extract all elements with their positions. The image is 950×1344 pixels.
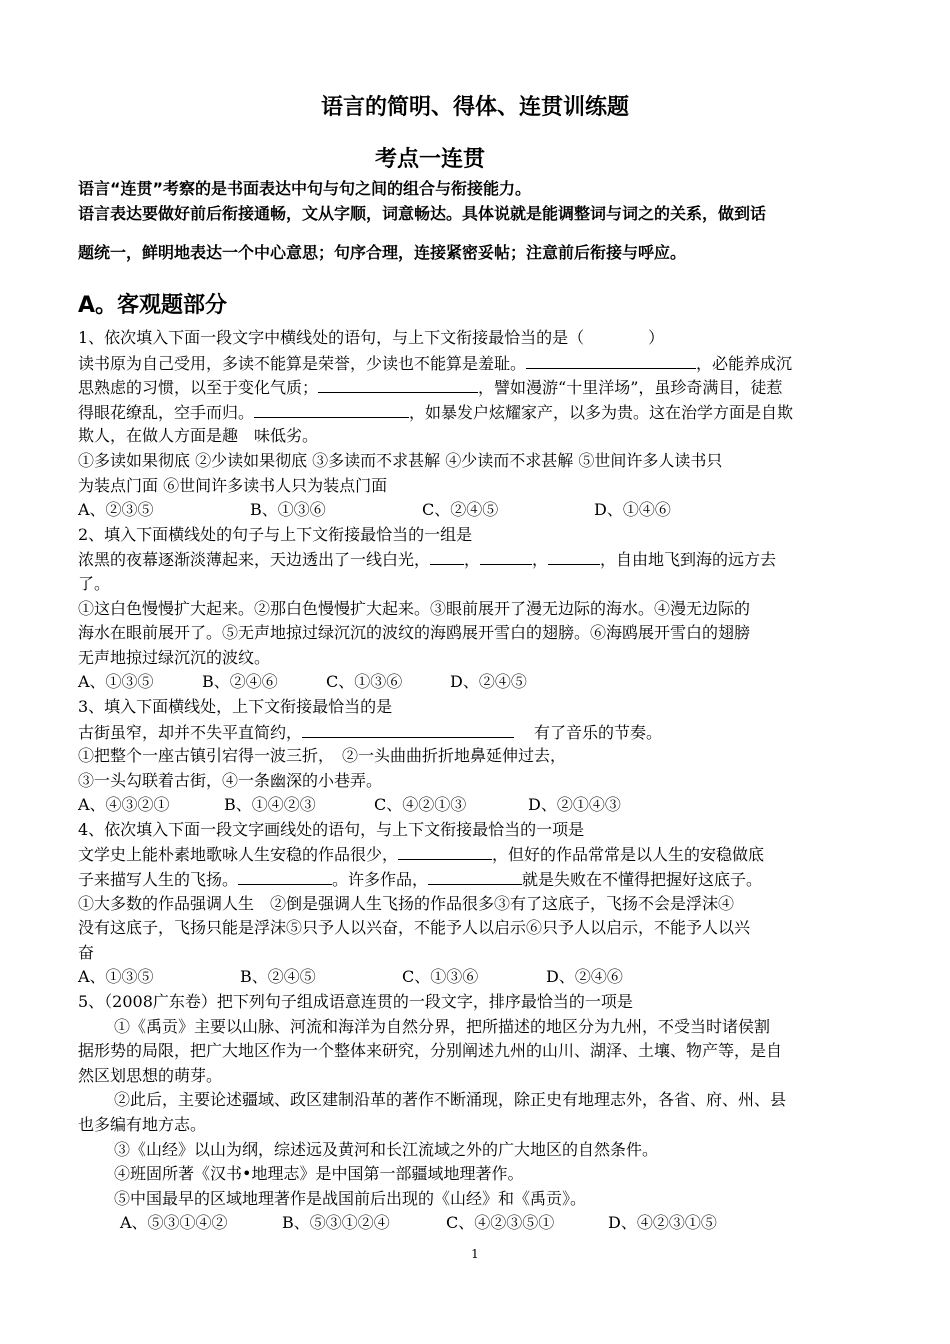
q2-blank-3 xyxy=(548,547,600,565)
q5-sentence-5: ⑤中国最早的区域地理著作是战国前后出现的《山经》和《禹贡》。 xyxy=(114,1188,587,1208)
q1-choices-line-2: 为装点门面 ⑥世间许多读书人只为装点门面 xyxy=(78,475,388,495)
q2-choices-line-2: 海水在眼前展开了。⑤无声地掠过绿沉沉的波纹的海鸥展开雪白的翅膀。⑥海鸥展开雪白的翅膀 xyxy=(78,623,751,643)
q1-choices-line-1: ①多读如果彻底 ②少读如果彻底 ③多读而不求甚解 ④少读而不求甚解 ⑤世间许多人读书只 xyxy=(78,450,723,470)
q1-blank-1 xyxy=(526,351,696,369)
q2-passage-line-2: 了。 xyxy=(78,573,111,593)
q2-choices-line-1: ①这白色慢慢扩大起来。②那白色慢慢扩大起来。③眼前展开了漫无边际的海水。④漫无边际的 xyxy=(78,598,751,618)
q1-option-a: A、②③⑤ xyxy=(78,500,154,520)
q2-option-b: B、②④⑥ xyxy=(202,672,278,692)
q1-stem: 1、依次填入下面一段文字中横线处的语句，与上下文衔接最恰当的是（ ） xyxy=(78,328,665,347)
section-heading: A。客观题部分 xyxy=(78,293,228,318)
q4-option-d: D、②④⑥ xyxy=(546,967,623,987)
q2-choices-line-3: 无声地掠过绿沉沉的波纹。 xyxy=(78,647,271,667)
q4-options xyxy=(78,965,878,990)
q2-passage-line-1: 浓黑的夜幕逐渐淡薄起来，天边透出了一线白光， ， ， ，自由地飞到海的远方去 xyxy=(78,547,878,572)
q3-stem: 3、填入下面横线处，上下文衔接最恰当的是 xyxy=(78,696,393,716)
q5-sentence-3: ③《山经》以山为纲，综述远及黄河和长江流域之外的广大地区的自然条件。 xyxy=(114,1139,659,1159)
q5-stem: 5、（2008广东卷）把下列句子组成语意连贯的一段文字，排序最恰当的一项是 xyxy=(78,992,633,1012)
q2-option-d: D、②④⑤ xyxy=(450,672,527,692)
q1-option-d: D、①④⑥ xyxy=(594,500,671,520)
q5-option-a: A、⑤③①④② xyxy=(120,1213,228,1233)
q3-option-d: D、②①④③ xyxy=(528,795,621,815)
q4-passage-line-1: 文学史上能朴素地歌咏人生安稳的作品很少， ，但好的作品常常是以人生的安稳做底 xyxy=(78,842,878,867)
q2-stem: 2、填入下面横线处的句子与上下文衔接最恰当的一组是 xyxy=(78,524,473,544)
page-number: 1 xyxy=(471,1247,479,1261)
q4-stem: 4、依次填入下面一段文字画线处的语句，与上下文衔接最恰当的一项是 xyxy=(78,819,585,839)
q1-blank-3 xyxy=(254,400,409,418)
q5-sentence-2-line-1: ②此后，主要论述疆域、政区建制沿革的著作不断涌现，除正史有地理志外，各省、府、州、县 xyxy=(114,1090,787,1110)
q5-option-d: D、④②③①⑤ xyxy=(608,1213,717,1233)
q5-option-b: B、⑤③①②④ xyxy=(282,1213,390,1233)
q1-passage-line-3: 得眼花缭乱，空手而归。 ，如暴发户炫耀家产，以多为贵。这在治学方面是自欺 xyxy=(78,400,878,425)
q4-choices-line-3: 奋 xyxy=(78,942,95,962)
q5-sentence-4: ④班固所著《汉书•地理志》是中国第一部疆域地理著作。 xyxy=(114,1164,524,1184)
q4-option-b: B、②④⑤ xyxy=(240,967,316,987)
intro-line-2: 语言表达要做好前后衔接通畅，文从字顺，词意畅达。具体说就是能调整词与词之的关系，做到话 xyxy=(78,204,767,223)
q2-options xyxy=(78,670,878,695)
q1-option-b: B、①③⑥ xyxy=(250,500,326,520)
q1-option-c: C、②④⑤ xyxy=(422,500,499,520)
q3-option-b: B、①④②③ xyxy=(224,795,316,815)
q2-blank-2 xyxy=(480,547,532,565)
q2-option-c: C、①③⑥ xyxy=(326,672,403,692)
q4-option-c: C、①③⑥ xyxy=(402,967,479,987)
q5-option-c: C、④②③⑤① xyxy=(446,1213,555,1233)
q3-option-a: A、④③②① xyxy=(78,795,170,815)
q1-passage-line-4: 欺人，在做人方面是趣 味低劣。 xyxy=(78,426,319,446)
q2-option-a: A、①③⑤ xyxy=(78,672,154,692)
q5-options xyxy=(78,1211,878,1236)
q4-passage-line-2: 子来描写人生的飞扬。 。许多作品， 就是失败在不懂得把握好这底子。 xyxy=(78,867,878,892)
q4-choices-line-2: 没有这底子，飞扬只能是浮沫⑤只予人以兴奋，不能予人以启示⑥只予人以启示，不能予人以兴 xyxy=(78,918,751,938)
q1-blank-2 xyxy=(318,375,478,393)
intro-line-1: 语言“连贯”考察的是书面表达中句与句之间的组合与衔接能力。 xyxy=(78,179,532,198)
page-subtitle: 考点一连贯 xyxy=(374,147,485,172)
q4-blank-3 xyxy=(428,867,522,885)
q4-blank-2 xyxy=(238,867,332,885)
q3-choices-line-1: ①把整个一座古镇引宕得一波三折， ②一头曲曲折折地鼻延伸过去， xyxy=(78,746,567,766)
q5-sentence-1-line-1: ①《禹贡》主要以山脉、河流和海洋为自然分界，把所描述的地区分为九州，不受当时诸侯割 xyxy=(114,1016,771,1036)
q4-blank-1 xyxy=(398,842,492,860)
q3-passage-line-1: 古街虽窄，却并不失平直简约， 有了音乐的节奏。 xyxy=(78,720,878,745)
q4-option-a: A、①③⑤ xyxy=(78,967,154,987)
q3-option-c: C、④②①③ xyxy=(374,795,467,815)
q1-options xyxy=(78,498,878,523)
q3-options xyxy=(78,793,878,818)
intro-line-3: 题统一，鲜明地表达一个中心意思；句序合理，连接紧密妥帖；注意前后衔接与呼应。 xyxy=(78,243,687,262)
q1-passage-line-1: 读书原为自己受用，多读不能算是荣誉，少读也不能算是羞耻。 ，必能养成沉 xyxy=(78,351,878,376)
question-body xyxy=(78,326,878,1236)
q5-sentence-2-line-2: 也多编有地方志。 xyxy=(78,1115,207,1134)
q5-sentence-1-line-2: 据形势的局限，把广大地区作为一个整体来研究，分别阐述九州的山川、湖泽、土壤、物产等，是自 xyxy=(78,1041,783,1061)
q3-choices-line-2: ③一头勾联着古街，④一条幽深的小巷弄。 xyxy=(78,770,383,790)
q5-sentence-1-line-3: 然区划思想的萌芽。 xyxy=(78,1065,223,1085)
q2-blank-1 xyxy=(430,547,464,565)
page-title: 语言的简明、得体、连贯训练题 xyxy=(320,95,629,120)
q1-passage-line-2: 思熟虑的习惯，以至于变化气质； ，譬如漫游“十里洋场”，虽珍奇满目，徒惹 xyxy=(78,375,878,400)
q4-choices-line-1: ①大多数的作品强调人生 ②倒是强调人生飞扬的作品很多③有了这底子，飞扬不会是浮沫④ xyxy=(78,893,735,913)
q3-blank-1 xyxy=(302,720,514,738)
